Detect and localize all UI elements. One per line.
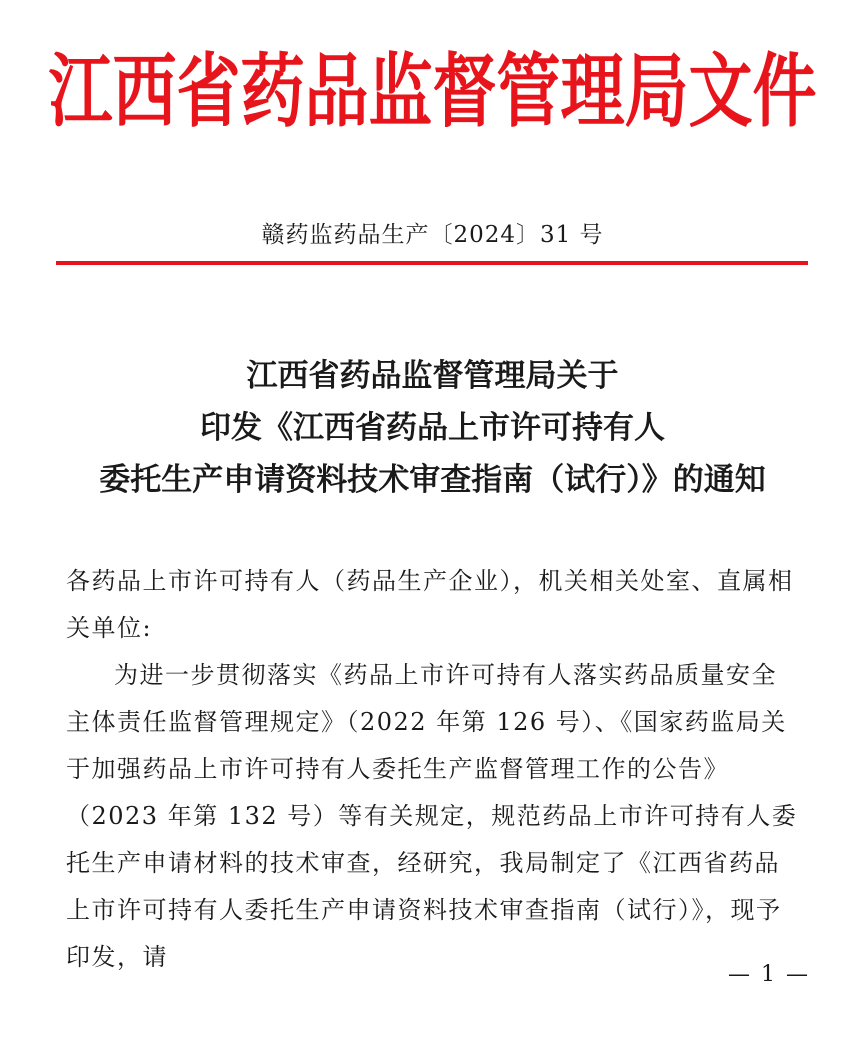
body-paragraph: 为进一步贯彻落实《药品上市许可持有人落实药品质量安全主体责任监督管理规定》（2022 年第 126 号）、《国家药监局关于加强药品上市许可持有人委托生产监督管理工作的公告》（2023 年第 132 号）等有关规定，规范药品上市许可持有人委托生产申请材料的技术审查，经研究，我局制定了《江西省药品上市许可持有人委托生产申请资料技术审查指南（试行）》，现予印发，请 [66, 661, 798, 971]
document-masthead: 江西省药品监督管理局文件 [48, 45, 817, 139]
title-line-2: 印发《江西省药品上市许可持有人 [200, 410, 665, 446]
title-line-1: 江西省药品监督管理局关于 [246, 358, 619, 394]
notice-title [0, 350, 865, 506]
title-line-3: 委托生产申请资料技术审查指南（试行）》的通知 [99, 462, 766, 498]
document-body [66, 558, 801, 981]
addressee-paragraph: 各药品上市许可持有人（药品生产企业），机关相关处室、直属相关单位: [66, 567, 794, 642]
page-number: — 1 — [728, 962, 810, 987]
red-divider-line [56, 261, 808, 265]
document-number: 赣药监药品生产〔2024〕31 号 [261, 222, 604, 248]
